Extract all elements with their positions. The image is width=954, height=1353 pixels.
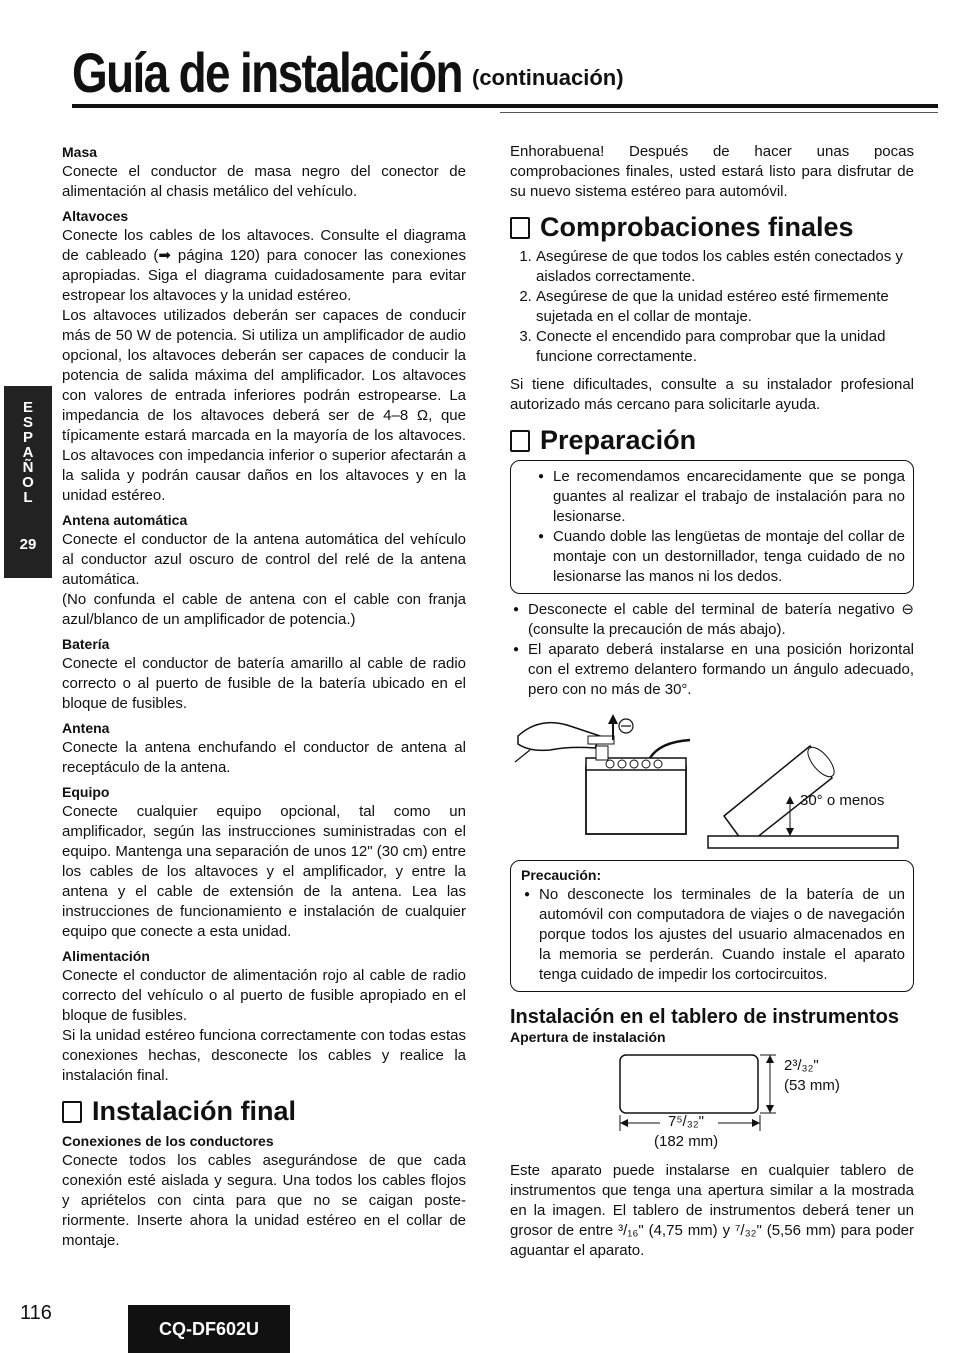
page-number: 116: [20, 1302, 52, 1324]
section-instalacion-final: [62, 1096, 466, 1127]
checklist: [510, 247, 914, 367]
heading-altavoces: Altavoces: [62, 208, 129, 224]
caution-heading: Precaución:: [521, 867, 602, 883]
section-title: Instalación final: [92, 1096, 297, 1126]
model-label: CQ-DF602U: [128, 1305, 290, 1353]
text-alimentacion-2: Si la unidad estéreo funciona correctamente con todas estas conexiones hechas, desconecte los cables y realice la instalación final.: [62, 1027, 466, 1084]
checkbox-icon: [510, 217, 530, 239]
right-column: [510, 142, 914, 1261]
text-antena: Conecte la antena enchufando el conductor de antena al receptáculo de la antena.: [62, 739, 466, 776]
caution-box: [510, 860, 914, 992]
tab-letter: L: [23, 489, 33, 506]
help-note: Si tiene dificultades, consulte a su instalador profesional autorizado más cercano para solicitarle ayuda.: [510, 376, 914, 413]
list-item: ● El aparato deberá instalarse en una posición horizontal con el extremo delantero formando un ángulo adecuado, pero con no más de 30°.: [528, 640, 914, 700]
text-antena-automatica-2: (No confunda el cable de antena con el cable con franja azul/blanco de un amplificador de potencia.): [62, 591, 466, 628]
heading-antena: Antena: [62, 720, 110, 736]
text-bateria: Conecte el conductor de batería amarillo al cable de radio correcto o al puerto de fusible de la batería ubicado en el bloque de fusibles.: [62, 655, 466, 712]
language-letters: [4, 400, 52, 505]
title-continuation: (continuación): [472, 65, 624, 90]
text-altavoces-1: Conecte los cables de los altavoces. Consulte el diagrama de cableado (➡ página 120) para conocer las conexiones apropiadas. Siga el diagrama cuidadosamente para evitar estropear los altavoces y la unidad estéreo.: [62, 227, 466, 304]
text-equipo: Conecte cualquier equipo opcional, tal como un amplificador, según las instrucciones suministradas con el equipo. Mantenga una separación de unos 12" (30 cm) entre los cables de los altavoces y el amplificador, y entre la antena y el cable de extensión de la antena. Lea las instrucciones de funcionamiento e instalación de cualquier equipo que conecte a esta unidad.: [62, 803, 466, 940]
heading-masa: Masa: [62, 144, 98, 160]
checkbox-icon: [62, 1101, 82, 1123]
list-item: ● Cuando doble las lengüetas de montaje del collar de montaje con un destornillador, tenga cuidado de no lesionarse las manos ni los dedos.: [553, 527, 905, 587]
tab-letter: O: [22, 474, 34, 491]
section-page-number: 29: [19, 536, 37, 553]
width-mm: (182 mm): [654, 1133, 719, 1150]
title-main: Guía de instalación: [72, 41, 462, 104]
heading-apertura: Apertura de instalación: [510, 1029, 666, 1045]
section-title: Comprobaciones finales: [540, 212, 854, 242]
language-tab: [4, 386, 52, 578]
tab-letter: P: [22, 429, 33, 446]
tab-letter: S: [22, 414, 33, 431]
checkbox-icon: [510, 430, 530, 452]
text-conexiones: Conecte todos los cables asegurándose de que cada conexión esté aislada y segura. Una todos los cables flojos y apriételos con cinta para que no se caigan poste-riormente. Inserte ahora la unidad estéreo en el collar de montaje.: [62, 1152, 466, 1249]
section-tablero: Instalación en el tablero de instrumentos: [510, 1006, 899, 1028]
width-inches: 7⁵/₃₂": [668, 1113, 704, 1130]
checklist-item: 1. Asegúrese de que todos los cables estén conectados y aislados correctamente.: [536, 247, 914, 287]
height-inches: 2³/₃₂": [784, 1057, 819, 1074]
checklist-item: 2. Asegúrese de que la unidad estéreo esté firmemente sujetada en el collar de montaje.: [536, 287, 914, 327]
list-item: ● Le recomendamos encarecidamente que se ponga guantes al realizar el trabajo de instalación para no lesionarse.: [553, 467, 905, 527]
section-preparacion: [510, 425, 914, 456]
checklist-item: 3. Conecte el encendido para comprobar que la unidad funcione correctamente.: [536, 327, 914, 367]
list-item: ● Desconecte el cable del terminal de batería negativo ⊖ (consulte la precaución de más abajo).: [528, 600, 914, 640]
battery-angle-illustration: [510, 706, 914, 856]
tab-letter: Ñ: [22, 459, 34, 476]
title-rule-thin: [500, 112, 938, 113]
intro-text: Enhorabuena! Después de hacer unas pocas comprobaciones finales, usted estará listo para disfrutar de su nuevo sistema estéreo para automóvil.: [510, 143, 914, 200]
heading-antena-automatica: Antena automática: [62, 512, 188, 528]
text-antena-automatica-1: Conecte el conductor de la antena automática del vehículo al conductor azul oscuro de control del relé de la antena automática.: [62, 531, 466, 588]
illustration-svg: [510, 706, 914, 856]
tab-letter: E: [22, 399, 33, 416]
height-mm: (53 mm): [784, 1077, 840, 1094]
text-tablero: Este aparato puede instalarse en cualquier tablero de instrumentos que tenga una apertura similar a la mostrada en la imagen. El tablero de instrumentos deberá tener un grosor de entre ³/₁₆" (4,75 mm) y ⁷/₃₂" (5,56 mm) para poder aguantar el aparato.: [510, 1162, 914, 1259]
heading-conexiones: Conexiones de los conductores: [62, 1133, 274, 1149]
text-alimentacion-1: Conecte el conductor de alimentación rojo al cable de radio correcto del vehículo o al puerto de fusible apropiado en el bloque de fusibles.: [62, 967, 466, 1024]
caution-text: ● No desconecte los terminales de la batería de un automóvil con computadora de viajes o de navegación porque todos los ajustes del usuario almacenados en la memoria se perderán. Cuando instale el aparato tenga cuidado de impedir los cortocircuitos.: [539, 885, 905, 985]
title-rule: [72, 104, 938, 108]
opening-diagram: [510, 1051, 914, 1155]
section-title: Preparación: [540, 425, 697, 455]
gloves-warning-box: [510, 460, 914, 594]
heading-bateria: Batería: [62, 636, 110, 652]
heading-alimentacion: Alimentación: [62, 948, 150, 964]
text-masa: Conecte el conductor de masa negro del conector de alimentación al chasis metálico del vehículo.: [62, 163, 466, 200]
text-altavoces-2: Los altavoces utilizados deberán ser capaces de conducir más de 50 W de potencia. Si utiliza un amplificador de audio opcional, los altavoces deberán ser capaces de conducir la potencia de salida máxima del amplificador. Los altavoces con valores de entrada inferiores podrán estropearse. La impedancia de los altavoces deberá ser de 4–8 Ω, que típicamente estará marcada en la mayoría de los altavoces. Los altavoces con impedancia inferior o superior afectarán a la salida y podrán causar daños en los altavoces y en la unidad estéreo.: [62, 307, 466, 504]
left-column: [62, 138, 466, 1251]
page-title: [72, 40, 624, 105]
tab-letter: A: [22, 444, 34, 461]
heading-equipo: Equipo: [62, 784, 110, 800]
section-comprobaciones: [510, 212, 914, 243]
angle-label: 30° o menos: [800, 792, 885, 809]
